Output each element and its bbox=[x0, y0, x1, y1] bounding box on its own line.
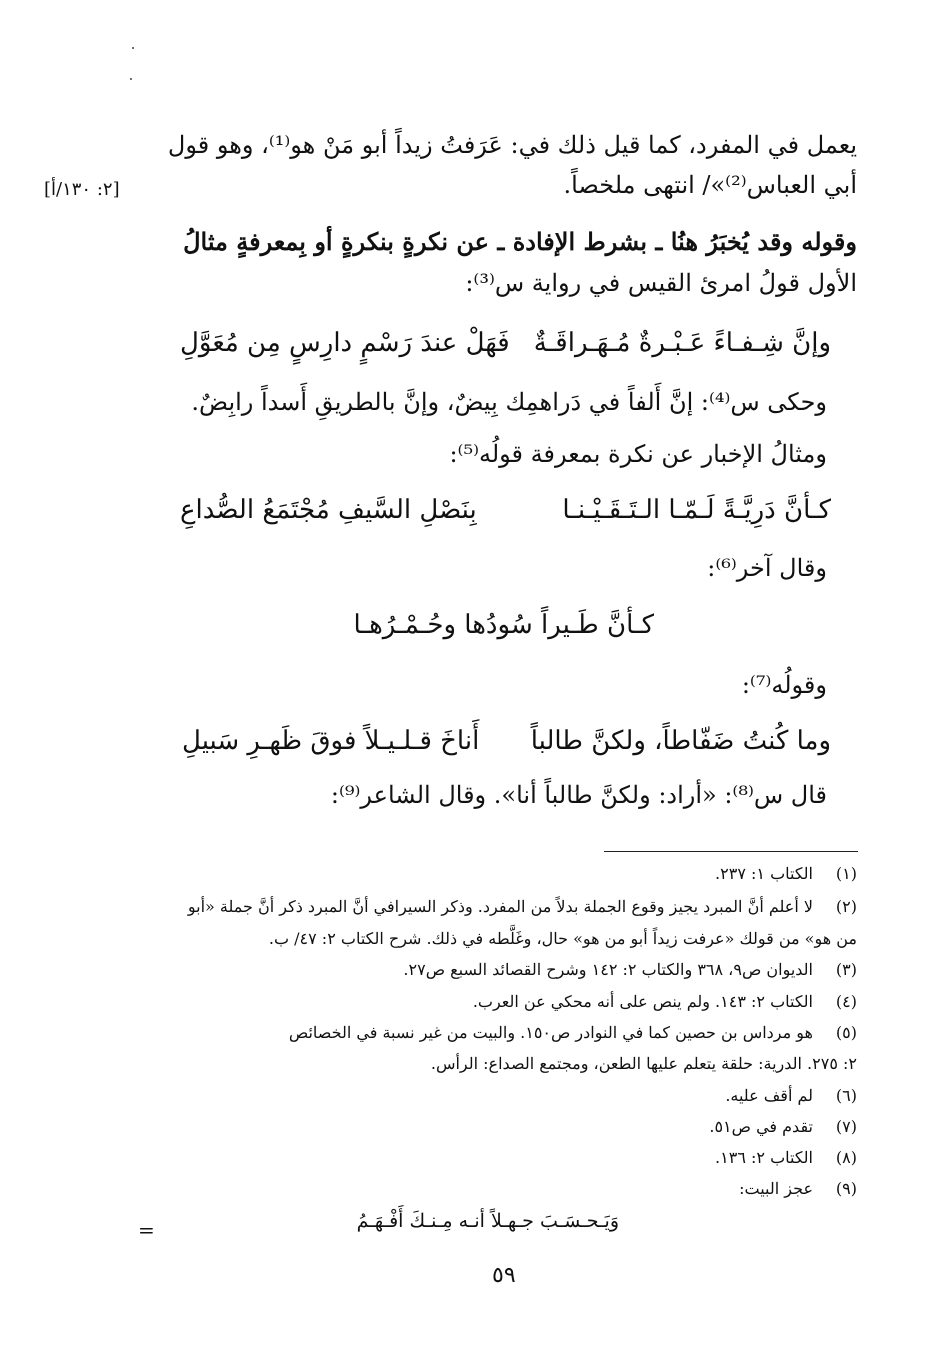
verse-3: كـأنَّ طَـيراً سُودُها وحُـمْـرُهـا bbox=[353, 610, 654, 640]
footnote-text: هو مرداس بن حصين كما في النوادر ص١٥٠. والبيت من غير نسبة في الخصائص bbox=[288, 1023, 813, 1042]
body-line-mithal: ومثالُ الإخبار عن نكرة بمعرفة قولُه⁽⁵⁾: bbox=[449, 440, 827, 468]
verse-1-second-hemistich: فَهَلْ عندَ رَسْمٍ دارِسٍ مِن مُعَوَّلِ bbox=[180, 328, 510, 358]
body-line-akhar: وقال آخر⁽⁶⁾: bbox=[707, 554, 827, 582]
footnote-text: الكتاب ٢: ١٤٣. ولم ينص على أنه محكي عن العرب. bbox=[472, 992, 813, 1011]
body-line-4: الأول قولُ امرئ القيس في رواية س⁽³⁾: bbox=[465, 269, 857, 297]
verse-2-first-hemistich: كـأنَّ دَرِيَّـةً لَـمّـا الـتَـقَـيْـنـا bbox=[562, 495, 831, 525]
footnote-number: (٤) bbox=[835, 992, 857, 1011]
footnote-text-cont: ٢: ٢٧٥. الدرية: حلقة يتعلم عليها الطعن، ومجتمع الصداع: الرأس. bbox=[430, 1054, 857, 1073]
body-line-3: وقوله وقد يُخبَرُ هنُا ـ بشرط الإفادة ـ عن نكرةٍ بنكرةٍ أو بِمعرفةٍ مثالُ bbox=[183, 227, 857, 256]
footnote-text: تقدم في ص٥١. bbox=[709, 1117, 813, 1136]
speck bbox=[130, 78, 132, 80]
footnote-number: (١) bbox=[835, 864, 857, 883]
continuation-mark: = bbox=[138, 1218, 155, 1242]
verse-4-first-hemistich: وما كُنتُ ضَفّاطاً، ولكنَّ طالباً bbox=[530, 726, 831, 756]
body-line-hikaya: وحكى س⁽⁴⁾: إنَّ أَلفاً في دَراهمِك بِيضٌ، وإنَّ بالطريقِ أَسداً رابِضٌ. bbox=[191, 388, 827, 416]
margin-reference: [٢: ١٣٠/أ] bbox=[44, 179, 120, 200]
verse-2-second-hemistich: بِنَصْلِ السَّيفِ مُجْتَمَعُ الصُّداعِ bbox=[180, 495, 477, 525]
page-number: ٥٩ bbox=[492, 1263, 516, 1288]
footnote-verse: وَيَـحـسَـبَ جـهـلاً أنـه مِـنـكَ أَفْـهَـمُ bbox=[356, 1210, 619, 1232]
footnote-number: (٥) bbox=[835, 1023, 857, 1042]
verse-4-second-hemistich: أَناخَ قـلـيـلاً فوقَ ظَهـرِ سَبيلِ bbox=[182, 726, 480, 756]
footnote-text: الكتاب ١: ٢٣٧. bbox=[715, 864, 813, 883]
footnote-number: (٧) bbox=[835, 1117, 857, 1136]
footnote-text: الكتاب ٢: ١٣٦. bbox=[715, 1148, 813, 1167]
footnote-number: (٢) bbox=[835, 897, 857, 916]
speck bbox=[132, 47, 134, 49]
footnote-number: (٦) bbox=[835, 1086, 857, 1105]
body-line-qala: قال س⁽⁸⁾: «أراد: ولكنَّ طالباً أنا». وقال الشاعر⁽⁹⁾: bbox=[330, 781, 827, 809]
footnote-text: لم أقف عليه. bbox=[725, 1086, 813, 1105]
verse-1-first-hemistich: وإنَّ شِـفـاءً عَـبْـرةٌ مُـهَـراقَـةٌ bbox=[533, 328, 831, 358]
body-line-2: أبي العباس⁽²⁾»/ انتهى ملخصاً. bbox=[563, 171, 857, 199]
body-line-1: يعمل في المفرد، كما قيل ذلك في: عَرَفتُ زيداً أبو مَنْ هو⁽¹⁾، وهو قول bbox=[167, 131, 857, 159]
body-line-qawluh: وقولُه⁽⁷⁾: bbox=[741, 671, 827, 699]
footnote-number: (٩) bbox=[835, 1179, 857, 1198]
footnote-text: الديوان ص٩، ٣٦٨ والكتاب ٢: ١٤٢ وشرح القصائد السبع ص٢٧. bbox=[403, 960, 813, 979]
footnote-text: لا أعلم أنَّ المبرد يجيز وقوع الجملة بدلاً من المفرد. وذكر السيرافي أنَّ المبرد ذكر أنَّ جملة «أبو bbox=[187, 897, 813, 916]
footnote-number: (٣) bbox=[835, 960, 857, 979]
footnote-separator bbox=[604, 851, 858, 852]
footnote-text: عجز البيت: bbox=[739, 1179, 813, 1198]
footnote-text-cont: من هو» من قولك «عرفت زيداً أبو من هو» حال، وغَلَّطه في ذلك. شرح الكتاب ٢: ٤٧/ ب. bbox=[268, 929, 857, 948]
footnote-number: (٨) bbox=[835, 1148, 857, 1167]
